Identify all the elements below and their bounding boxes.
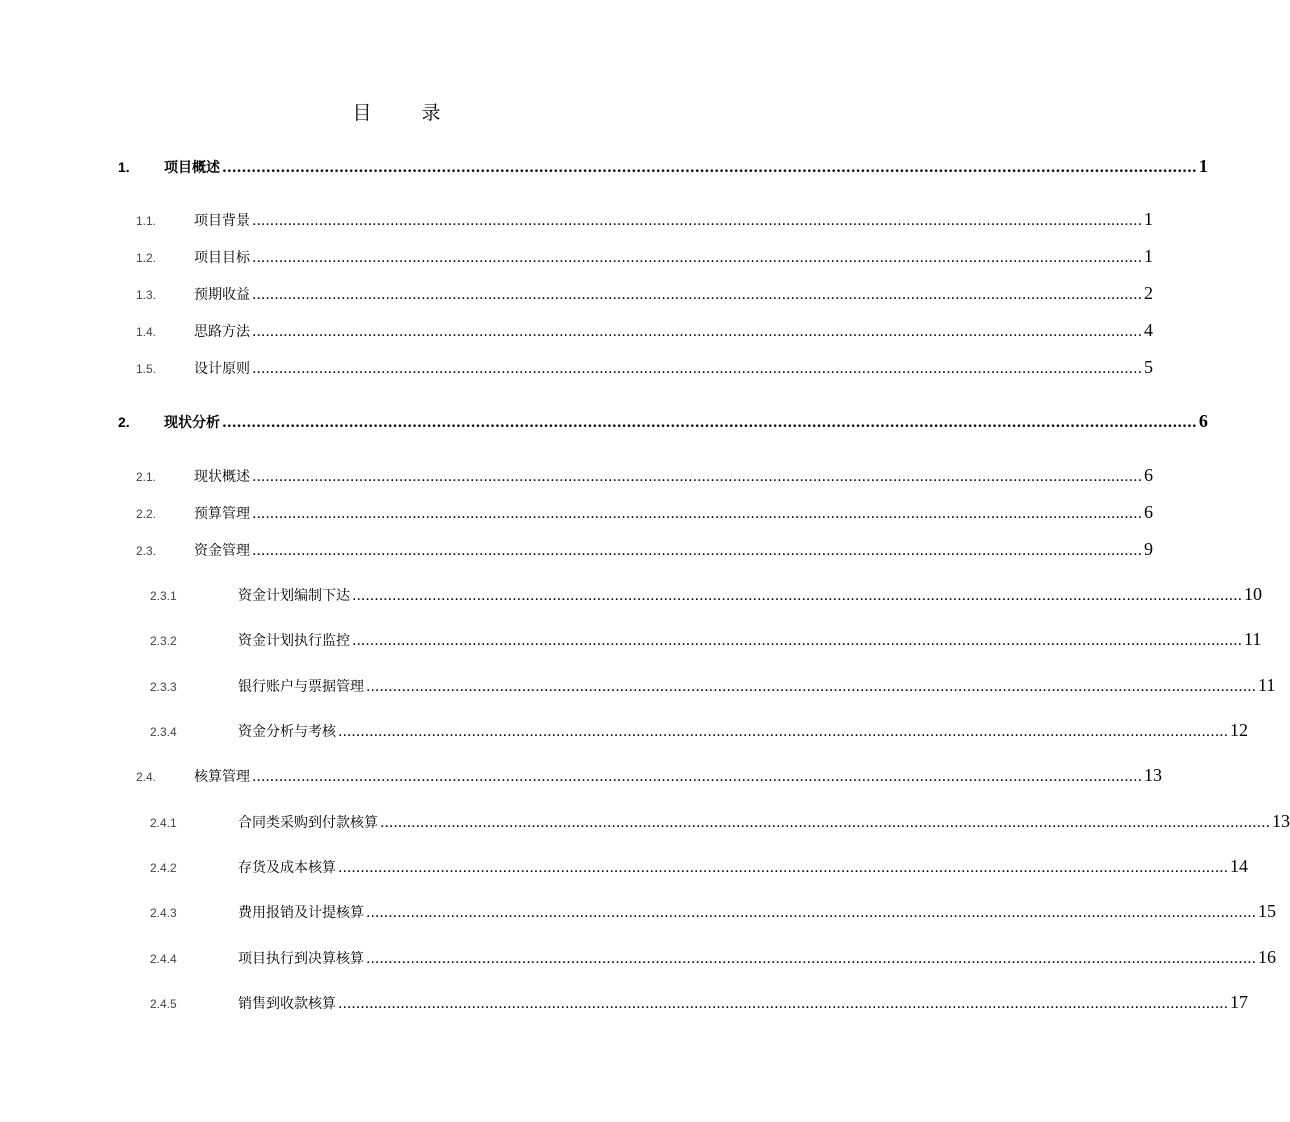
toc-label: 核算管理 xyxy=(194,769,250,785)
toc-page-number: 16 xyxy=(1258,947,1277,967)
toc-label: 银行账户与票据管理 xyxy=(238,679,364,695)
dot-leader: ........................................................................................................................................................................................................ xyxy=(338,724,1229,740)
toc-entry-2-4-5[interactable] xyxy=(150,992,1249,1013)
toc-number: 2.1. xyxy=(136,470,157,484)
dot-leader: ........................................................................................................................................................................................................ xyxy=(252,287,1143,303)
toc-label: 费用报销及计提核算 xyxy=(238,905,364,921)
toc-number: 2.4.4 xyxy=(150,952,177,966)
toc-entry-1-5[interactable] xyxy=(136,357,1154,378)
toc-label: 项目执行到决算核算 xyxy=(238,951,364,967)
toc-number: 1.1. xyxy=(136,214,157,228)
toc-entry-2-4-4[interactable] xyxy=(150,947,1277,968)
toc-entry-2-4-1[interactable] xyxy=(150,811,1290,832)
toc-page-number: 12 xyxy=(1230,720,1249,740)
toc-number: 2.3.4 xyxy=(150,725,177,739)
dot-leader: ........................................................................................................................................................................................................ xyxy=(252,469,1143,485)
toc-number: 1.3. xyxy=(136,288,157,302)
toc-number: 2.4.3 xyxy=(150,906,177,920)
toc-entry-2-4[interactable] xyxy=(136,765,1163,786)
toc-page-number: 13 xyxy=(1144,765,1163,785)
dot-leader: ........................................................................................................................................................................................................ xyxy=(366,951,1257,967)
dot-leader: ........................................................................................................................................................................................................ xyxy=(222,160,1197,176)
dot-leader: ........................................................................................................................................................................................................ xyxy=(380,815,1271,831)
dot-leader: ........................................................................................................................................................................................................ xyxy=(222,415,1197,431)
toc-title: 目 录 xyxy=(352,102,463,124)
toc-label: 现状分析 xyxy=(164,415,220,431)
toc-entry-2-2[interactable] xyxy=(136,502,1154,523)
toc-number: 2.3.1 xyxy=(150,589,177,603)
toc-page-number: 9 xyxy=(1144,539,1154,559)
toc-page-number: 1 xyxy=(1144,246,1154,266)
toc-entry-2-4-2[interactable] xyxy=(150,856,1249,877)
toc-label: 合同类采购到付款核算 xyxy=(238,815,378,831)
dot-leader: ........................................................................................................................................................................................................ xyxy=(252,361,1143,377)
toc-number: 2.3.2 xyxy=(150,634,177,648)
toc-page-number: 6 xyxy=(1198,411,1208,431)
dot-leader: ........................................................................................................................................................................................................ xyxy=(338,996,1229,1012)
toc-entry-1[interactable] xyxy=(118,156,1208,177)
toc-number: 2. xyxy=(118,414,130,430)
toc-label: 资金计划执行监控 xyxy=(238,633,350,649)
toc-entry-2-3[interactable] xyxy=(136,539,1154,560)
dot-leader: ........................................................................................................................................................................................................ xyxy=(252,213,1143,229)
toc-label: 预期收益 xyxy=(194,287,250,303)
toc-page-number: 2 xyxy=(1144,283,1154,303)
toc-label: 项目背景 xyxy=(194,213,250,229)
toc-entry-1-4[interactable] xyxy=(136,320,1154,341)
toc-number: 2.4.5 xyxy=(150,997,177,1011)
toc-number: 2.3. xyxy=(136,544,157,558)
toc-label: 设计原则 xyxy=(194,361,250,377)
toc-page-number: 10 xyxy=(1244,584,1263,604)
toc-label: 预算管理 xyxy=(194,506,250,522)
toc-number: 1.5. xyxy=(136,362,157,376)
toc-number: 2.4.1 xyxy=(150,816,177,830)
toc-page-number: 6 xyxy=(1144,502,1154,522)
toc-page-number: 11 xyxy=(1244,629,1262,649)
dot-leader: ........................................................................................................................................................................................................ xyxy=(352,588,1243,604)
dot-leader: ........................................................................................................................................................................................................ xyxy=(252,506,1143,522)
toc-entry-1-3[interactable] xyxy=(136,283,1154,304)
toc-page-number: 4 xyxy=(1144,320,1154,340)
toc-label: 资金计划编制下达 xyxy=(238,588,350,604)
toc-entry-2-3-3[interactable] xyxy=(150,675,1276,696)
toc-entry-2-3-4[interactable] xyxy=(150,720,1249,741)
toc-entry-2-3-2[interactable] xyxy=(150,629,1262,650)
toc-label: 资金分析与考核 xyxy=(238,724,336,740)
toc-number: 2.3.3 xyxy=(150,680,177,694)
dot-leader: ........................................................................................................................................................................................................ xyxy=(252,543,1143,559)
dot-leader: ........................................................................................................................................................................................................ xyxy=(252,250,1143,266)
toc-number: 1. xyxy=(118,159,130,175)
toc-page-number: 13 xyxy=(1272,811,1290,831)
toc-page-number: 11 xyxy=(1258,675,1276,695)
toc-label: 现状概述 xyxy=(194,469,250,485)
toc-number: 2.4.2 xyxy=(150,861,177,875)
toc-page-number: 14 xyxy=(1230,856,1249,876)
toc-label: 销售到收款核算 xyxy=(238,996,336,1012)
toc-label: 存货及成本核算 xyxy=(238,860,336,876)
toc-entry-2-3-1[interactable] xyxy=(150,584,1263,605)
toc-page-number: 5 xyxy=(1144,357,1154,377)
toc-number: 2.2. xyxy=(136,507,157,521)
toc-page-number: 1 xyxy=(1198,156,1208,176)
dot-leader: ........................................................................................................................................................................................................ xyxy=(352,633,1243,649)
dot-leader: ........................................................................................................................................................................................................ xyxy=(366,905,1257,921)
toc-entry-2[interactable] xyxy=(118,411,1208,432)
dot-leader: ........................................................................................................................................................................................................ xyxy=(252,324,1143,340)
dot-leader: ........................................................................................................................................................................................................ xyxy=(366,679,1257,695)
toc-entry-1-2[interactable] xyxy=(136,246,1154,267)
toc-page-number: 15 xyxy=(1258,901,1277,921)
toc-number: 2.4. xyxy=(136,770,157,784)
toc-page-number: 17 xyxy=(1230,992,1249,1012)
toc-entry-1-1[interactable] xyxy=(136,209,1154,230)
toc-label: 资金管理 xyxy=(194,543,250,559)
toc-entry-2-1[interactable] xyxy=(136,465,1154,486)
toc-number: 1.4. xyxy=(136,325,157,339)
toc-label: 思路方法 xyxy=(194,324,250,340)
toc-entry-2-4-3[interactable] xyxy=(150,901,1277,922)
toc-label: 项目目标 xyxy=(194,250,250,266)
toc-number: 1.2. xyxy=(136,251,157,265)
dot-leader: ........................................................................................................................................................................................................ xyxy=(252,769,1143,785)
toc-page-number: 6 xyxy=(1144,465,1154,485)
toc-label: 项目概述 xyxy=(164,160,220,176)
toc-page-number: 1 xyxy=(1144,209,1154,229)
dot-leader: ........................................................................................................................................................................................................ xyxy=(338,860,1229,876)
